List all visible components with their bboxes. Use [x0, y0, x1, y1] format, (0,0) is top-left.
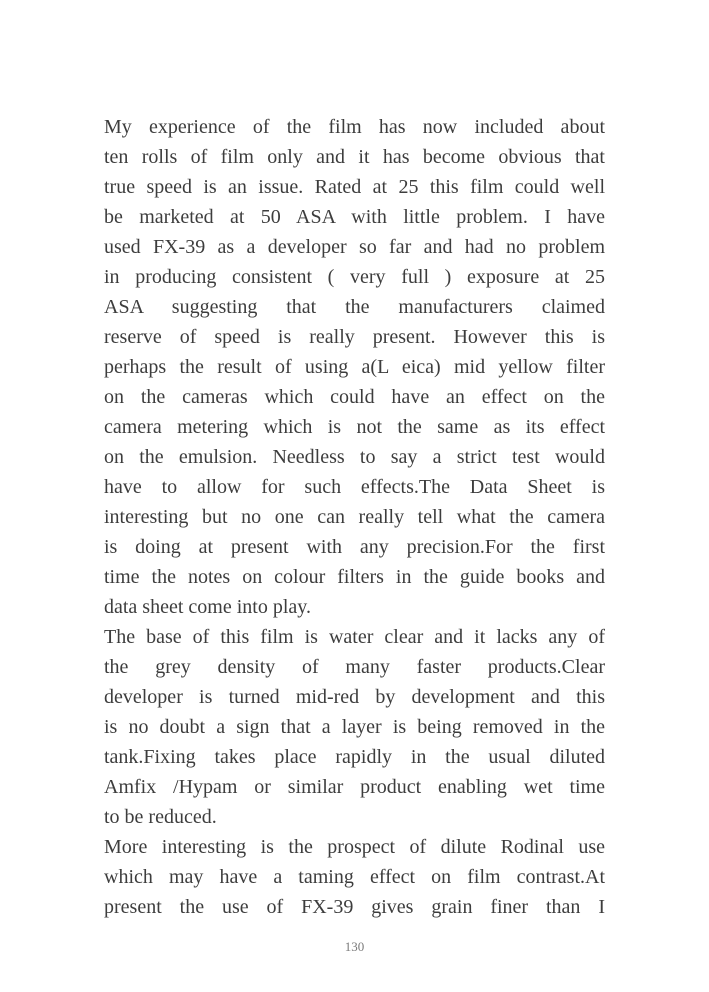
- text-line: present the use of FX-39 gives grain finer than I: [104, 896, 605, 918]
- text-line: time the notes on colour filters in the guide books and: [104, 566, 605, 588]
- paragraph: [104, 112, 605, 622]
- text-line: true speed is an issue. Rated at 25 this film could well: [104, 176, 605, 198]
- text-line: be marketed at 50 ASA with little problem. I have: [104, 206, 605, 228]
- text-line: to be reduced.: [104, 806, 217, 828]
- text-line: The base of this film is water clear and it lacks any of: [104, 626, 605, 648]
- text-line: used FX-39 as a developer so far and had no problem: [104, 236, 605, 258]
- text-line: the grey density of many faster products.Clear: [104, 656, 605, 678]
- paragraph: [104, 622, 605, 832]
- page-text: [104, 112, 605, 922]
- text-line: reserve of speed is really present. However this is: [104, 326, 605, 348]
- page-number: 130: [344, 939, 365, 954]
- text-line: on the emulsion. Needless to say a strict test would: [104, 446, 605, 468]
- text-line: camera metering which is not the same as its effect: [104, 416, 605, 438]
- text-line: is doing at present with any precision.For the first: [104, 536, 605, 558]
- text-line: on the cameras which could have an effect on the: [104, 386, 605, 408]
- text-line: Amfix /Hypam or similar product enabling wet time: [104, 776, 605, 798]
- text-line: interesting but no one can really tell what the camera: [104, 506, 605, 528]
- text-line: perhaps the result of using a(L eica) mid yellow filter: [104, 356, 605, 378]
- text-line: ten rolls of film only and it has become obvious that: [104, 146, 605, 168]
- text-line: in producing consistent ( very full ) exposure at 25: [104, 266, 605, 288]
- text-line: tank.Fixing takes place rapidly in the usual diluted: [104, 746, 605, 768]
- text-line: My experience of the film has now included about: [104, 116, 605, 138]
- text-line: have to allow for such effects.The Data Sheet is: [104, 476, 605, 498]
- text-line: which may have a taming effect on film contrast.At: [104, 866, 605, 888]
- text-line: is no doubt a sign that a layer is being removed in the: [104, 716, 605, 738]
- paragraph: [104, 832, 605, 922]
- text-line: ASA suggesting that the manufacturers claimed: [104, 296, 605, 318]
- text-line: developer is turned mid-red by development and this: [104, 686, 605, 708]
- text-line: data sheet come into play.: [104, 596, 311, 618]
- text-line: More interesting is the prospect of dilute Rodinal use: [104, 836, 605, 858]
